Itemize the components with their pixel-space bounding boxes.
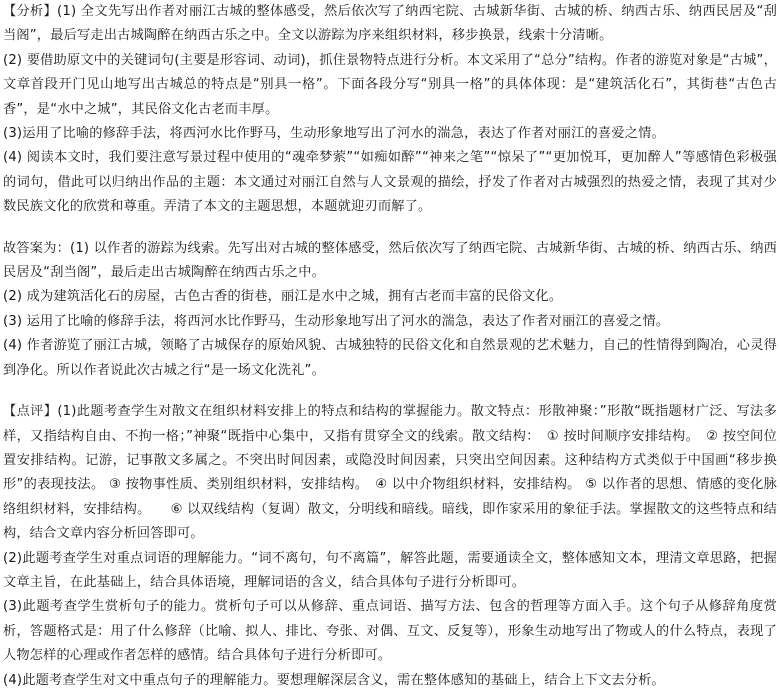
comment-section [3, 400, 777, 693]
analysis-paragraph-1: 【分析】(1) 全文先写出作者对丽江古城的整体感受，然后依次写了纳西宅院、古城新华街、古城的桥、纳西古乐、纳西民居及“刮当阁”，最后写走出古城陶醉在纳西古乐之中。全文以游踪为序来组织材料，移步换景，线索十分清晰。 [3, 4, 777, 44]
comment-paragraph-4: (4)此题考查学生对文中重点句子的理解能力。要想理解深层含义，需在整体感知的基础上，结合上下文去分析。 [3, 672, 665, 688]
analysis-paragraph-3: (3)运用了比喻的修辞手法，将西河水比作野马，生动形象地写出了河水的湍急，表达了作者对丽江的喜爱之情。 [3, 126, 665, 142]
analysis-paragraph-4: (4) 阅读本文时，我们要注意写景过程中使用的“魂牵梦萦”“如痴如醉”“神来之笔”“惊呆了”“更加悦耳，更加醉人”等感情色彩极强的词句，借此可以归纳出作品的主题：本文通过对丽江自然与人文景观的描绘，抒发了作者对古城强烈的热爱之情，表现了其对少数民族文化的欣赏和尊重。弄清了本文的主题思想，本题就迎刃而解了。 [3, 150, 777, 215]
answer-paragraph-3: (3) 运用了比喻的修辞手法，将西河水比作野马，生动形象地写出了河水的湍急，表达了作者对丽江的喜爱之情。 [3, 313, 670, 329]
section-gap [3, 220, 777, 237]
comment-paragraph-3: (3)此题考查学生赏析句子的能力。赏析句子可以从修辞、重点词语、描写方法、包含的哲理等方面入手。这个句子从修辞角度赏析，答题格式是：用了什么修辞（比喻、拟人、排比、夸张、对偶、互文、反复等），形象生动地写出了物或人的什么特点，表现了人物怎样的心理或作者怎样的感情。结合具体句子进行分析即可。 [3, 599, 777, 664]
comment-paragraph-1: 【点评】(1)此题考查学生对散文在组织材料安排上的特点和结构的掌握能力。散文特点：形散神聚：”形散“既指题材广泛、写法多样，又指结构自由、不拘一格；”神聚“既指中心集中，又指有贯穿全文的线索。散文结构： ① 按时间顺序安排结构。 ② 按空间位置安排结构。记游，记事散文多属之。不突出时间因素，或隐没时间因素，只突出空间因素。这种结构方式类似于中国画“移步换形”的表现技法。 ③ 按物事性质、类别组织材料，安排结构。 ④ 以中介物组织材料，安排结构。 ⑤ 以作者的思想、情感的变化脉络组织材料，安排结构。 ⑥ 以双线结构（复调）散文，分明线和暗线。暗线，即作家采用的象征手法。掌握散文的这些特点和结构，结合文章内容分析回答即可。 [3, 404, 777, 542]
answer-paragraph-4: (4) 作者游览了丽江古城，领略了古城保存的原始风貌、古城独特的民俗文化和自然景观的艺术魅力，自己的性情得到陶冶，心灵得到净化。所以作者说此次古城之行“是一场文化洗礼”。 [3, 338, 777, 378]
answer-paragraph-2: (2) 成为建筑活化石的房屋，古色古香的街巷，丽江是水中之城，拥有古老而丰富的民俗文化。 [3, 289, 563, 305]
analysis-paragraph-2: (2) 要借助原文中的关键词句(主要是形容词、动词)，抓住景物特点进行分析。本文采用了“总分”结构。作者的游览对象是“古城”，文章首段开门见山地写出古城总的特点是“别具一格”。下面各段分写“别具一格”的具体体现：是“建筑活化石”，其街巷“古色古香”，是“水中之城”，其民俗文化古老而丰厚。 [3, 52, 777, 117]
section-gap [3, 383, 777, 400]
answer-section [3, 237, 777, 383]
comment-paragraph-2: (2)此题考查学生对重点词语的理解能力。“词不离句，句不离篇”，解答此题，需要通读全文，整体感知文本，理清文章思路，把握文章主旨，在此基础上，结合具体语境，理解词语的含义，结合具体句子进行分析即可。 [3, 550, 777, 590]
analysis-section [3, 0, 777, 220]
answer-paragraph-1: 故答案为：(1) 以作者的游踪为线索。先写出对古城的整体感受，然后依次写了纳西宅院、古城新华街、古城的桥、纳西古乐、纳西民居及“刮当阁”，最后走出古城陶醉在纳西古乐之中。 [3, 240, 777, 281]
